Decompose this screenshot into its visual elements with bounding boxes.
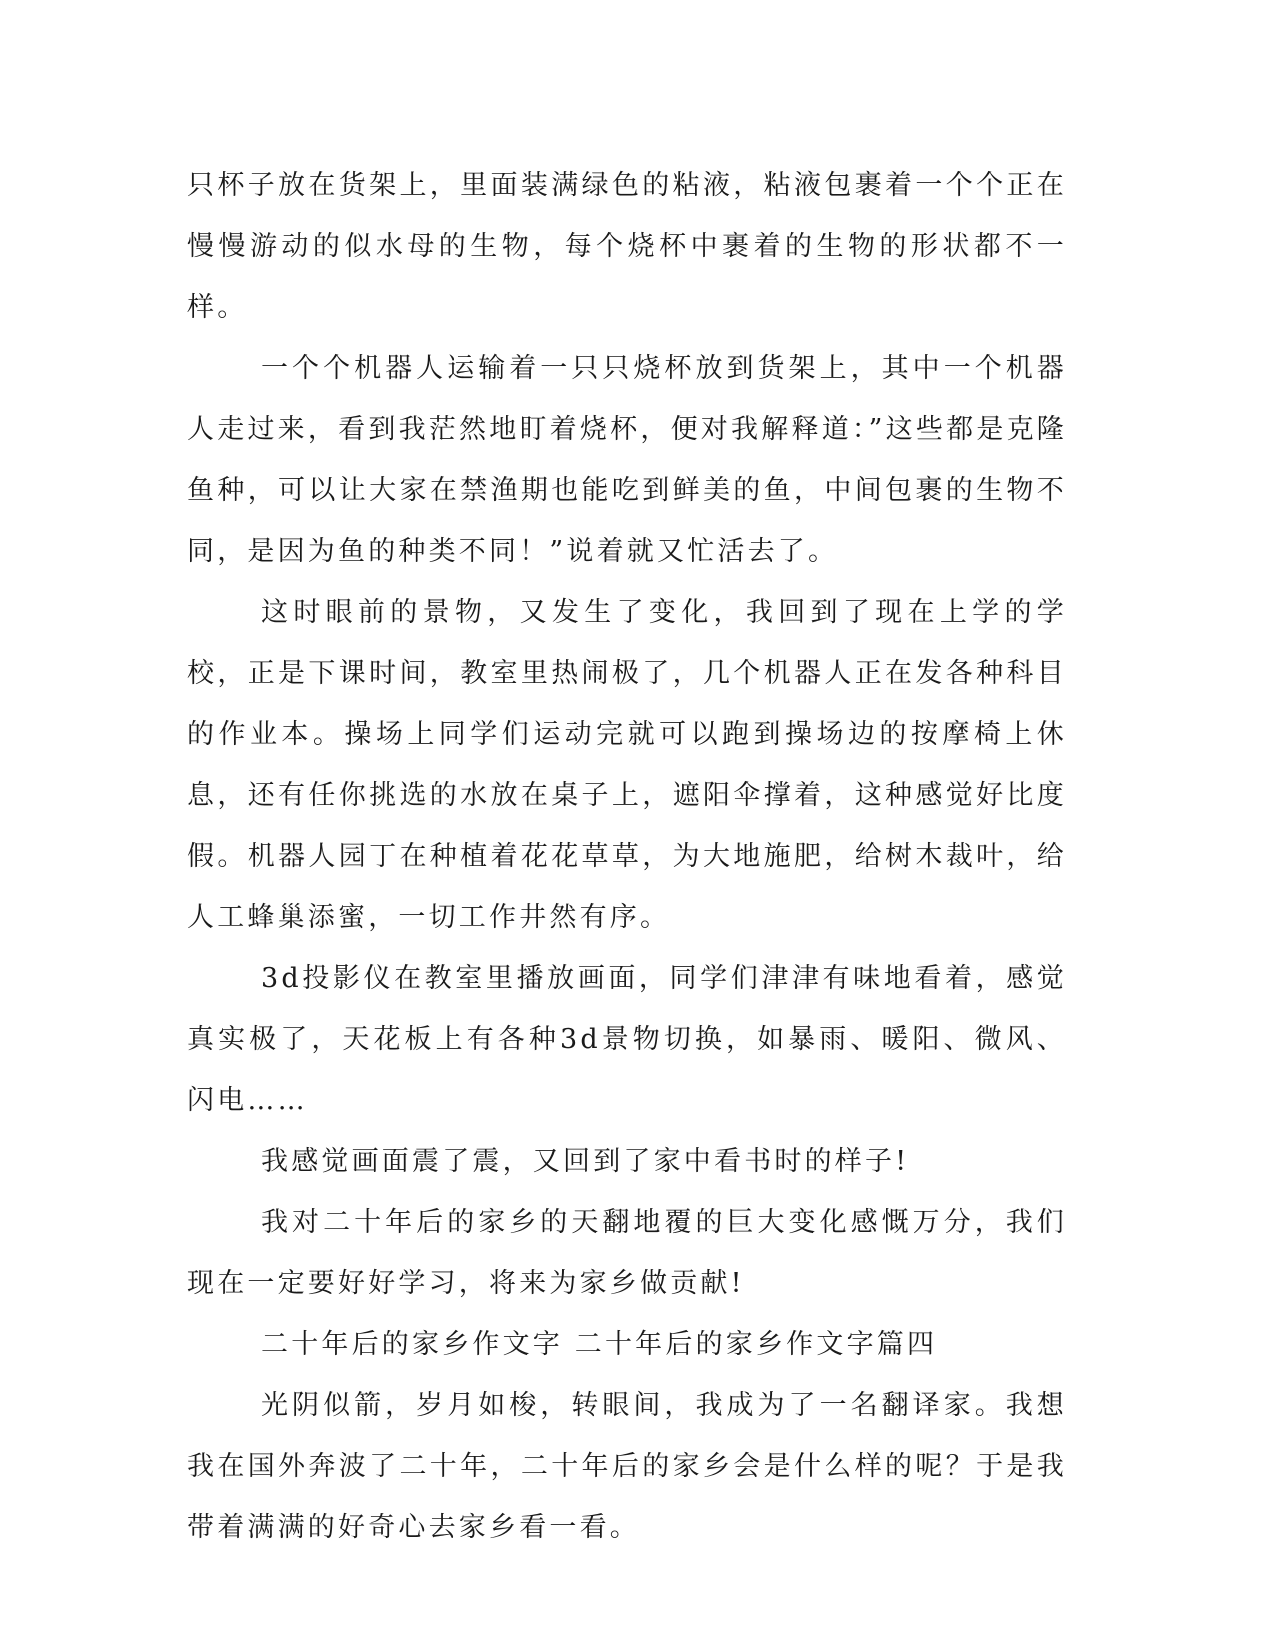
section-heading: 二十年后的家乡作文字 二十年后的家乡作文字篇四 <box>261 1329 938 1360</box>
paragraph-7: 光阴似箭，岁月如梭，转眼间，我成为了一名翻译家。我想我在国外奔波了二十年，二十年后的家乡会是什么样的呢？于是我带着满满的好奇心去家乡看一看。 <box>187 1390 1067 1543</box>
paragraph-5: 我感觉画面震了震，又回到了家中看书时的样子! <box>261 1146 910 1177</box>
paragraph-4: 3d投影仪在教室里播放画面，同学们津津有味地看着，感觉真实极了，天花板上有各种3d景物切换，如暴雨、暖阳、微风、闪电…… <box>187 963 1067 1116</box>
paragraph-3: 这时眼前的景物，又发生了变化，我回到了现在上学的学校，正是下课时间，教室里热闹极了，几个机器人正在发各种科目的作业本。操场上同学们运动完就可以跑到操场边的按摩椅上休息，还有任你挑选的水放在桌子上，遮阳伞撑着，这种感觉好比度假。机器人园丁在种植着花花草草，为大地施肥，给树木裁叶，给人工蜂巢添蜜，一切工作井然有序。 <box>187 597 1067 933</box>
paragraph-2: 一个个机器人运输着一只只烧杯放到货架上，其中一个机器人走过来，看到我茫然地盯着烧杯，便对我解释道：”这些都是克隆鱼种，可以让大家在禁渔期也能吃到鲜美的鱼，中间包裹的生物不同，是因为鱼的种类不同！”说着就又忙活去了。 <box>187 353 1067 567</box>
paragraph-1: 只杯子放在货架上，里面装满绿色的粘液，粘液包裹着一个个正在慢慢游动的似水母的生物，每个烧杯中裹着的生物的形状都不一样。 <box>187 170 1067 323</box>
document-body <box>187 155 1067 1558</box>
paragraph-6: 我对二十年后的家乡的天翻地覆的巨大变化感慨万分，我们现在一定要好好学习，将来为家乡做贡献! <box>187 1207 1067 1299</box>
